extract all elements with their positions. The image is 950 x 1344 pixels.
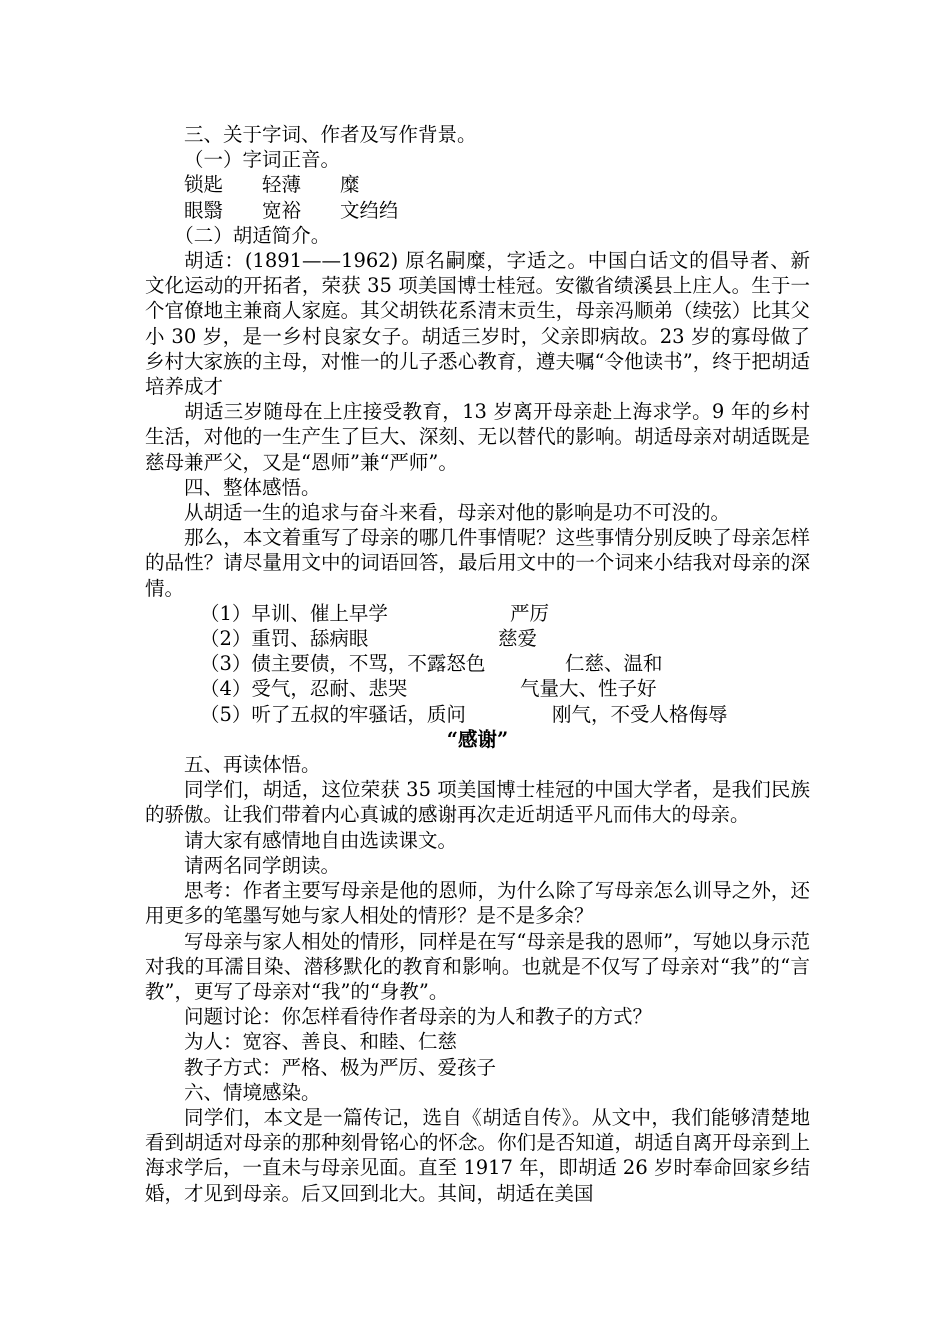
section-5-paragraph-5: 写母亲与家人相处的情形，同样是在写“母亲是我的恩师”，写她以身示范对我的耳濡目染、潜移默化的教育和影响。也就是不仅写了母亲对“我”的“言教”，更写了母亲对“我”的“身教”。 <box>145 929 810 1003</box>
event-list-item <box>145 676 810 701</box>
word: 糜 <box>340 173 360 197</box>
biography-paragraph-2: 胡适三岁随母在上庄接受教育，13 岁离开母亲赴上海求学。9 年的乡村生活，对他的一生产生了巨大、深刻、无以替代的影响。胡适母亲对胡适既是慈母兼严父，又是“恩师”兼“严师”。 <box>145 400 810 474</box>
section-5-paragraph-1: 同学们，胡适，这位荣获 35 项美国博士桂冠的中国大学者，是我们民族的骄傲。让我们带着内心真诚的感谢再次走近胡适平凡而伟大的母亲。 <box>145 778 810 827</box>
event-text: （5）听了五叔的牢骚话，质问 <box>200 702 466 726</box>
event-list-item <box>145 651 810 676</box>
event-text: （2）重罚、舔病眼 <box>200 627 369 651</box>
word: 眼翳 <box>184 198 224 222</box>
document-page <box>145 122 810 1206</box>
trait-text: 仁慈、温和 <box>565 652 663 676</box>
section-3-heading: 三、关于字词、作者及写作背景。 <box>184 123 477 146</box>
section-6-paragraph-1: 同学们，本文是一篇传记，选自《胡适自传》。从文中，我们能够清楚地看到胡适对母亲的那种刻骨铭心的怀念。你们是否知道，胡适自离开母亲到上海求学后，一直未与母亲见面。直至 1917 年，即胡适 26 岁时奉命回家乡结婚，才见到母亲。后又回到北大。其间，胡适在美国 <box>145 1105 810 1205</box>
event-list-item <box>145 626 810 651</box>
trait-text: 严厉 <box>510 601 550 625</box>
section-5-paragraph-7: 为人：宽容、善良、和睦、仁慈 <box>184 1030 458 1054</box>
event-text: （4）受气，忍耐、悲哭 <box>200 677 408 701</box>
section-5-paragraph-6: 问题讨论：你怎样看待作者母亲的为人和教子的方式？ <box>184 1005 653 1029</box>
word: 宽裕 <box>262 198 302 222</box>
event-list-item <box>145 601 810 626</box>
section-5-paragraph-4: 思考：作者主要写母亲是他的恩师，为什么除了写母亲怎么训导之外，还用更多的笔墨写她与家人相处的情形？是不是多余？ <box>145 879 810 928</box>
subsection-pronunciation-heading: （一）字词正音。 <box>184 148 341 172</box>
subsection-biography-heading: （二）胡适简介。 <box>174 223 331 247</box>
section-6-heading: 六、情境感染。 <box>184 1080 321 1104</box>
section-5-paragraph-8: 教子方式：严格、极为严厉、爱孩子 <box>184 1055 497 1079</box>
summary-word: “感谢” <box>446 727 509 751</box>
word-row-1 <box>145 172 810 197</box>
word: 轻薄 <box>262 173 302 197</box>
section-4-heading: 四、整体感悟。 <box>184 475 321 499</box>
section-4-paragraph-2: 那么，本文着重写了母亲的哪几件事情呢？这些事情分别反映了母亲怎样的品性？请尽量用文中的词语回答，最后用文中的一个词来小结我对母亲的深情。 <box>145 526 810 600</box>
event-list-item <box>145 702 810 727</box>
word: 锁匙 <box>184 173 224 197</box>
word: 文绉绉 <box>340 198 399 222</box>
section-5-paragraph-2: 请大家有感情地自由选读课文。 <box>184 828 458 852</box>
word-row-2 <box>145 198 810 223</box>
trait-text: 气量大、性子好 <box>520 677 657 701</box>
section-5-heading: 五、再读体悟。 <box>184 753 321 777</box>
section-4-paragraph-1: 从胡适一生的追求与奋斗来看，母亲对他的影响是功不可没的。 <box>184 501 731 525</box>
biography-paragraph-1: 胡适：(1891——1962) 原名嗣糜，字适之。中国白话文的倡导者、新文化运动的开拓者，荣获 35 项美国博士桂冠。安徽省绩溪县上庄人。生于一个官僚地主兼商人家庭。其父胡铁花系清末贡生，母亲冯顺弟（续弦）比其父小 30 岁，是一乡村良家女子。胡适三岁时，父亲即病故。23 岁的寡母做了乡村大家族的主母，对惟一的儿子悉心教育，遵夫嘱“令他读书”，终于把胡适培养成才 <box>145 249 810 399</box>
event-text: （1）早训、催上早学 <box>200 601 388 625</box>
section-5-paragraph-3: 请两名同学朗读。 <box>184 853 341 877</box>
trait-text: 慈爱 <box>498 627 538 651</box>
event-text: （3）债主要债，不骂，不露怒色 <box>200 652 486 676</box>
trait-text: 刚气，不受人格侮辱 <box>552 702 728 726</box>
